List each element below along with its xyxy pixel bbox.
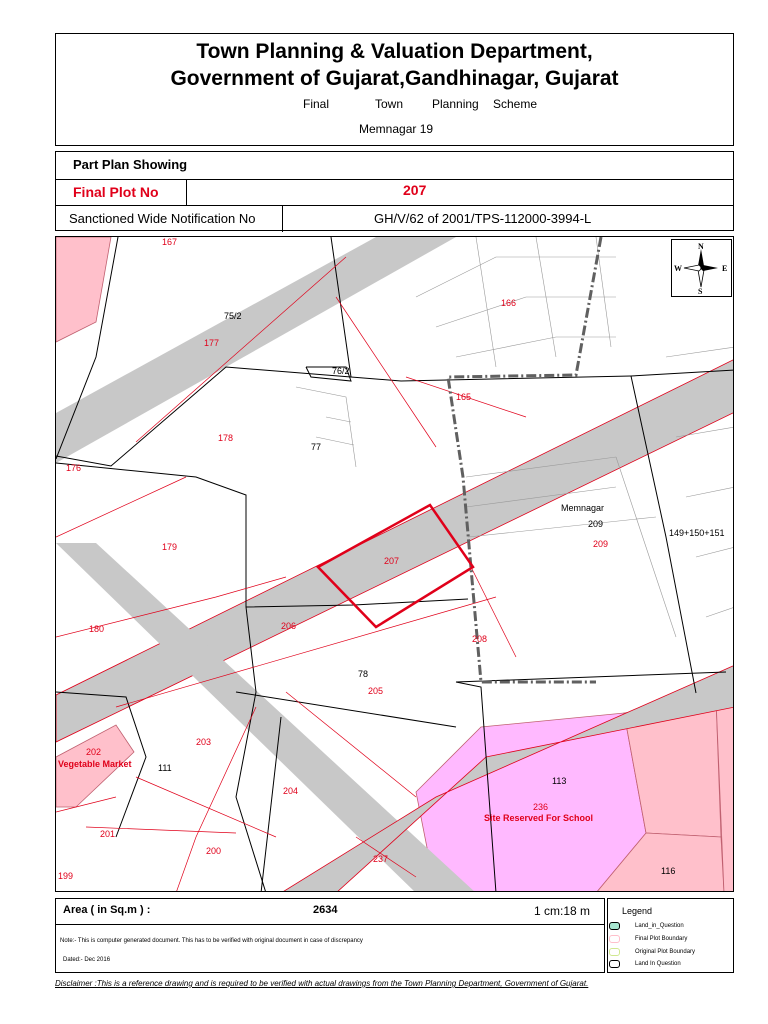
title-block (55, 33, 734, 146)
label-208: 208 (472, 634, 488, 644)
legend-swatch-green (609, 948, 620, 956)
label-180: 180 (89, 624, 105, 634)
label-memnagar: Memnagar (561, 503, 605, 513)
note-text: Note:- This is computer generated document. This has to be verified with original document in case of discrepancy (60, 938, 363, 944)
legend-item-final-plot: Final Plot Boundary (621, 936, 687, 942)
label-76-2: 76/2 (332, 366, 350, 376)
label-203: 203 (196, 737, 212, 747)
legend-item-land-outline: Land In Question (621, 961, 681, 967)
label-206: 206 (281, 621, 297, 631)
department-title: Town Planning & Valuation Department, (196, 40, 593, 63)
government-title: Government of Gujarat,Gandhinagar, Gujarat (170, 67, 619, 90)
road-main-diagonal (56, 359, 734, 742)
label-149: 149+150+151 (669, 528, 725, 538)
scheme-name: Memnagar 19 (359, 122, 434, 136)
label-205: 205 (368, 686, 384, 696)
label-77: 77 (311, 442, 322, 452)
part-plan-label: Part Plan Showing (73, 157, 188, 172)
legend-swatch-pink (609, 935, 620, 943)
legend-item-original-plot: Original Plot Boundary (621, 949, 695, 955)
label-201: 201 (100, 829, 116, 839)
label-200: 200 (206, 846, 222, 856)
label-116: 116 (661, 866, 676, 876)
notification-value: GH/V/62 of 2001/TPS-112000-3994-L (374, 211, 592, 226)
final-plot-row (56, 179, 733, 206)
compass-rose-icon (672, 240, 731, 296)
part-plan-map (55, 236, 734, 892)
label-236: 236 (533, 802, 549, 812)
label-167: 167 (162, 237, 178, 247)
final-plot-label: Final Plot No (73, 184, 159, 200)
legend-title: Legend (622, 906, 653, 916)
label-176: 176 (66, 463, 82, 473)
label-school-site: Site Reserved For School (484, 813, 594, 823)
scheme-word: Scheme (493, 97, 538, 111)
label-179: 179 (162, 542, 178, 552)
legend-item-land-in-question: Land_in_Question (621, 923, 684, 929)
compass-n: N (698, 242, 704, 251)
legend (607, 898, 734, 973)
label-113: 113 (552, 776, 567, 786)
plot-167-shape (56, 237, 111, 342)
label-165: 165 (456, 392, 472, 402)
compass-e: E (722, 264, 728, 273)
part-plan-row (56, 152, 733, 180)
compass-w: W (674, 264, 682, 273)
label-78: 78 (358, 669, 369, 679)
label-202: 202 (86, 747, 102, 757)
final-word: Final (303, 97, 330, 111)
label-237: 237 (373, 854, 389, 864)
label-178: 178 (218, 433, 234, 443)
area-label: Area ( in Sq.m ) : (63, 904, 151, 916)
area-details (55, 898, 605, 973)
label-75-2: 75/2 (224, 311, 242, 321)
legend-swatch-outline (609, 960, 620, 968)
town-word: Town (375, 97, 404, 111)
scale-text: 1 cm:18 m (534, 904, 591, 918)
legend-swatch-teal (609, 922, 620, 930)
label-166: 166 (501, 298, 517, 308)
road-top-diagonal (56, 237, 456, 463)
school-site-shape (416, 713, 646, 892)
dated-text: Dated:- Dec 2016 (63, 957, 111, 963)
label-207: 207 (384, 556, 400, 566)
planning-word: Planning (432, 97, 479, 111)
label-177: 177 (204, 338, 220, 348)
notification-row (56, 205, 733, 232)
map-drawing (56, 237, 734, 892)
label-199: 199 (58, 871, 74, 881)
notification-label: Sanctioned Wide Notification No (69, 211, 256, 226)
final-plot-value: 207 (403, 182, 427, 198)
label-204: 204 (283, 786, 299, 796)
label-111: 111 (158, 763, 172, 773)
north-arrow-box (671, 239, 732, 297)
compass-s: S (698, 287, 703, 296)
disclaimer: Disclaimer :This is a reference drawing and is required to be verified with actual drawings from the Town Planning Department, Government of Gujarat. (55, 979, 589, 988)
label-209b: 209 (593, 539, 609, 549)
area-row (56, 899, 604, 925)
plot-info-table (55, 151, 734, 231)
label-vegetable-market: Vegetable Market (58, 759, 132, 769)
area-value: 2634 (313, 904, 338, 916)
label-209a: 209 (588, 519, 604, 529)
